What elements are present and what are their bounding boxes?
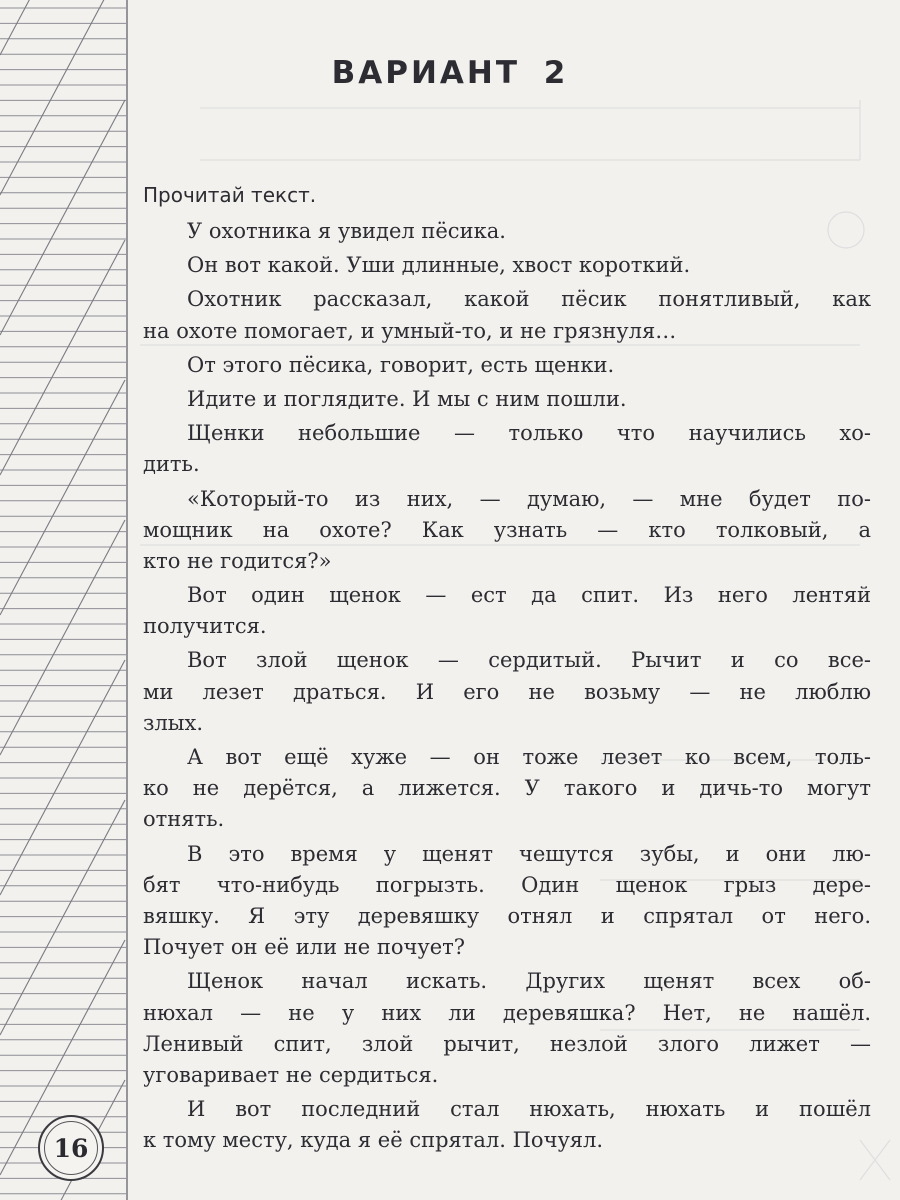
story-line: Почует он её или не почует? <box>143 935 466 960</box>
story-line: У охотника я увидел пёсика. <box>187 219 506 243</box>
story-paragraph <box>143 250 871 281</box>
story-text <box>143 216 871 1156</box>
story-line: От этого пёсика, говорит, есть щенки. <box>187 352 615 377</box>
story-paragraph <box>143 1094 871 1156</box>
story-line: И вот последний стал нюхать, нюхать и пошёл <box>187 1097 871 1122</box>
story-paragraph <box>143 645 871 739</box>
story-line: Охотник рассказал, какой пёсик понятливый, как <box>187 287 871 312</box>
story-line: уговаривает не сердиться. <box>143 1062 439 1087</box>
story-line: получится. <box>143 614 267 639</box>
story-line: Вот один щенок — ест да спит. Из него лентяй <box>187 583 871 608</box>
story-line: Щенок начал искать. Других щенят всех об- <box>187 969 871 994</box>
story-line: вяшку. Я эту деревяшку отнял и спрятал от него. <box>143 903 871 928</box>
story-line: отнять. <box>143 807 225 832</box>
instruction-text: Прочитай текст. <box>143 183 317 207</box>
story-line: Щенки небольшие — только что научились хо- <box>187 421 871 446</box>
story-line: ко не дерётся, а лижется. У такого и дичь-то могут <box>143 776 871 801</box>
story-line: мощник на охоте? Как узнать — кто толковый, а <box>143 517 871 542</box>
story-line: к тому месту, куда я её спрятал. Почуял. <box>143 1128 604 1153</box>
story-line: В это время у щенят чешутся зубы, и они лю- <box>187 841 871 866</box>
variant-title: ВАРИАНТ 2 <box>331 55 569 91</box>
story-paragraph <box>143 216 871 247</box>
story-line: кто не годится?» <box>143 548 332 573</box>
story-paragraph <box>143 839 871 964</box>
story-line: Ленивый спит, злой рычит, незлой злого лижет — <box>143 1031 871 1056</box>
story-paragraph <box>143 418 871 480</box>
page-number-badge <box>38 1115 104 1181</box>
story-line: Он вот какой. Уши длинные, хвост короткий. <box>187 253 691 278</box>
story-paragraph <box>143 284 871 346</box>
story-line: злых. <box>143 710 204 735</box>
story-line: А вот ещё хуже — он тоже лезет ко всем, толь- <box>187 745 871 769</box>
story-line: Вот злой щенок — сердитый. Рычит и со все- <box>187 648 871 673</box>
story-line: дить. <box>143 452 200 477</box>
page-number: 16 <box>53 1133 89 1163</box>
story-paragraph <box>143 350 871 381</box>
story-paragraph <box>143 580 871 642</box>
story-line: бят что-нибудь погрызть. Один щенок грыз дере- <box>143 872 871 897</box>
story-paragraph <box>143 384 871 415</box>
story-paragraph <box>143 742 871 836</box>
story-line: ми лезет драться. И его не возьму — не люблю <box>143 679 871 704</box>
ruled-margin <box>0 0 132 1200</box>
story-paragraph <box>143 966 871 1091</box>
story-line: Идите и поглядите. И мы с ним пошли. <box>187 386 627 411</box>
story-line: «Который-то из них, — думаю, — мне будет по- <box>187 486 871 511</box>
story-line: нюхал — не у них ли деревяшка? Нет, не нашёл. <box>143 1000 871 1025</box>
story-line: на охоте помогает, и умный-то, и не грязнуля… <box>143 318 677 343</box>
story-paragraph <box>143 484 871 578</box>
